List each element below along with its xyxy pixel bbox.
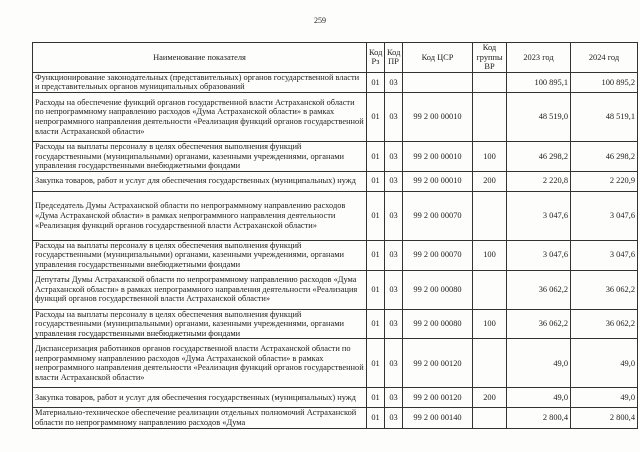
row-name: Материально-техническое обеспечение реализации отдельных полномочий Астраханской области по непрограммному направлению расходов «Дума <box>33 408 367 428</box>
row-vr <box>473 408 507 428</box>
row-vr: 200 <box>473 388 507 408</box>
row-2024: 100 895,2 <box>571 72 638 92</box>
row-pr: 03 <box>385 141 403 171</box>
header-vr: Код группы ВР <box>473 43 507 73</box>
row-2023: 2 220,8 <box>507 171 571 191</box>
header-pr: Код ПР <box>385 43 403 73</box>
row-2023: 49,0 <box>507 388 571 408</box>
row-rz: 01 <box>367 408 385 428</box>
row-2023: 46 298,2 <box>507 141 571 171</box>
row-pr: 03 <box>385 171 403 191</box>
row-vr <box>473 92 507 141</box>
table-row <box>33 240 638 270</box>
row-csr: 99 2 00 00070 <box>403 240 473 270</box>
row-2024: 3 047,6 <box>571 191 638 240</box>
row-pr: 03 <box>385 92 403 141</box>
row-rz: 01 <box>367 270 385 309</box>
row-csr: 99 2 00 00070 <box>403 191 473 240</box>
budget-table <box>32 42 638 429</box>
row-csr: 99 2 00 00080 <box>403 270 473 309</box>
row-rz: 01 <box>367 240 385 270</box>
row-2023: 3 047,6 <box>507 240 571 270</box>
table-row <box>33 408 638 428</box>
row-rz: 01 <box>367 309 385 339</box>
row-2024: 49,0 <box>571 388 638 408</box>
row-rz: 01 <box>367 171 385 191</box>
row-csr: 99 2 00 00010 <box>403 141 473 171</box>
table-row <box>33 309 638 339</box>
row-2023: 2 800,4 <box>507 408 571 428</box>
row-2024: 49,0 <box>571 339 638 388</box>
row-vr: 100 <box>473 141 507 171</box>
row-csr: 99 2 00 00120 <box>403 388 473 408</box>
row-name: Расходы на выплаты персоналу в целях обеспечения выполнения функций государственными (муниципальными) органами, казенными учреждениями, органами управления государственными внебюджетными фондами <box>33 309 367 339</box>
row-2024: 2 220,9 <box>571 171 638 191</box>
row-pr: 03 <box>385 309 403 339</box>
row-pr: 03 <box>385 240 403 270</box>
row-rz: 01 <box>367 191 385 240</box>
table-row <box>33 339 638 388</box>
row-vr: 200 <box>473 171 507 191</box>
row-pr: 03 <box>385 72 403 92</box>
header-rz: Код Рз <box>367 43 385 73</box>
row-pr: 03 <box>385 408 403 428</box>
row-name: Председатель Думы Астраханской области по непрограммному направлению расходов «Дума Астраханской области» в рамках непрограммного направления деятельности «Реализация функций органов государственной власти Астраханской области» <box>33 191 367 240</box>
row-name: Депутаты Думы Астраханской области по непрограммному направлению расходов «Дума Астраханской области» в рамках непрограммного направления деятельности «Реализация функций органов государственной власти Астраханской области» <box>33 270 367 309</box>
table-row <box>33 270 638 309</box>
row-csr <box>403 72 473 92</box>
row-name: Расходы на обеспечение функций органов государственной власти Астраханской области по непрограммному направлению расходов «Дума Астраханской области» в рамках непрограммного направления деятельности «Реализация функций органов государственной власти Астраханской области» <box>33 92 367 141</box>
row-name: Расходы на выплаты персоналу в целях обеспечения выполнения функций государственными (муниципальными) органами, казенными учреждениями, органами управления государственными внебюджетными фондами <box>33 141 367 171</box>
row-name: Расходы на выплаты персоналу в целях обеспечения выполнения функций государственными (муниципальными) органами, казенными учреждениями, органами управления государственными внебюджетными фондами <box>33 240 367 270</box>
row-name: Функционирование законодательных (представительных) органов государственной власти и представительных органов муниципальных образований <box>33 72 367 92</box>
row-rz: 01 <box>367 388 385 408</box>
header-csr: Код ЦСР <box>403 43 473 73</box>
table-row <box>33 191 638 240</box>
row-2024: 36 062,2 <box>571 309 638 339</box>
row-2023: 36 062,2 <box>507 309 571 339</box>
row-2024: 3 047,6 <box>571 240 638 270</box>
header-name: Наименование показателя <box>33 43 367 73</box>
row-2023: 100 895,1 <box>507 72 571 92</box>
row-vr <box>473 191 507 240</box>
row-2023: 36 062,2 <box>507 270 571 309</box>
row-vr: 100 <box>473 240 507 270</box>
table-row <box>33 72 638 92</box>
row-rz: 01 <box>367 92 385 141</box>
header-2023: 2023 год <box>507 43 571 73</box>
row-pr: 03 <box>385 339 403 388</box>
table-row <box>33 141 638 171</box>
header-2024: 2024 год <box>571 43 638 73</box>
row-vr <box>473 72 507 92</box>
row-2023: 48 519,0 <box>507 92 571 141</box>
row-name: Диспансеризация работников органов государственной власти Астраханской области по непрограммному направлению расходов «Дума Астраханской области» в рамках непрограммного направления деятельности «Реализация функций органов государственной власти Астраханской области» <box>33 339 367 388</box>
row-pr: 03 <box>385 270 403 309</box>
row-2023: 3 047,6 <box>507 191 571 240</box>
row-pr: 03 <box>385 191 403 240</box>
row-csr: 99 2 00 00120 <box>403 339 473 388</box>
row-rz: 01 <box>367 72 385 92</box>
row-vr: 100 <box>473 309 507 339</box>
row-vr <box>473 339 507 388</box>
row-rz: 01 <box>367 339 385 388</box>
row-csr: 99 2 00 00140 <box>403 408 473 428</box>
row-csr: 99 2 00 00010 <box>403 92 473 141</box>
table-row <box>33 388 638 408</box>
row-2024: 36 062,2 <box>571 270 638 309</box>
row-pr: 03 <box>385 388 403 408</box>
table-row <box>33 92 638 141</box>
row-csr: 99 2 00 00080 <box>403 309 473 339</box>
row-2024: 48 519,1 <box>571 92 638 141</box>
row-2024: 46 298,2 <box>571 141 638 171</box>
table-row <box>33 171 638 191</box>
row-2023: 49,0 <box>507 339 571 388</box>
row-name: Закупка товаров, работ и услуг для обеспечения государственных (муниципальных) нужд <box>33 171 367 191</box>
row-2024: 2 800,4 <box>571 408 638 428</box>
page-number: 259 <box>314 16 326 25</box>
row-name: Закупка товаров, работ и услуг для обеспечения государственных (муниципальных) нужд <box>33 388 367 408</box>
row-rz: 01 <box>367 141 385 171</box>
row-vr <box>473 270 507 309</box>
row-csr: 99 2 00 00010 <box>403 171 473 191</box>
table-header-row <box>33 43 638 73</box>
